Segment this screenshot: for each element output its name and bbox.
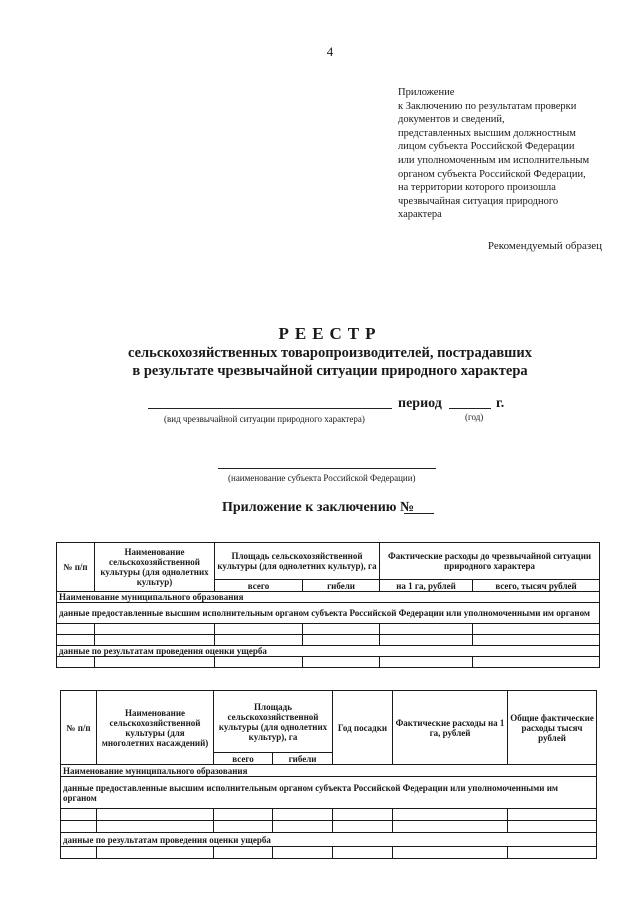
appendix-line: чрезвычайная ситуация природного	[398, 195, 559, 207]
registry-table-perennial	[60, 690, 597, 859]
table-row	[57, 657, 600, 668]
document-subtitle	[0, 344, 640, 380]
row-provided-data: данные предоставленные высшим исполнительным органом субъекта Российской Федерации или уполномоченными им органом	[57, 603, 600, 624]
col-header-area-lost: гибели	[303, 580, 380, 592]
subject-caption: (наименование субъекта Российской Федерации)	[228, 473, 416, 483]
recommended-sample-label: Рекомендуемый образец	[487, 240, 602, 252]
col-header-number: № п/п	[57, 543, 95, 592]
subtitle-line-1: сельскохозяйственных товаропроизводителей, пострадавших	[127, 345, 532, 361]
col-header-costs: Фактические расходы до чрезвычайной ситуации природного характера	[380, 543, 600, 580]
subtitle-line-2: в результате чрезвычайной ситуации природного характера	[132, 363, 528, 379]
col-header-costs-per-ha: на 1 га, рублей	[380, 580, 473, 592]
col-header-area: Площадь сельскохозяйственной культуры (для однолетних культур), га	[214, 691, 333, 753]
appendix-line: или уполномоченным им исполнительным	[398, 154, 590, 166]
col-header-planting-year: Год посадки	[333, 691, 393, 765]
col-header-number: № п/п	[61, 691, 97, 765]
registry-table-annual	[56, 542, 600, 668]
appendix-line: документов и сведений,	[398, 114, 505, 126]
appendix-to-conclusion: Приложение к заключению №	[222, 500, 415, 515]
col-header-total-costs: Общие фактические расходы тысяч рублей	[508, 691, 597, 765]
emergency-type-caption: (вид чрезвычайной ситуации природного характера)	[164, 414, 365, 424]
table-row	[57, 624, 600, 635]
appendix-line: характера	[398, 209, 442, 221]
appendix-line: к Заключению по результатам проверки	[398, 100, 577, 112]
row-municipal: Наименование муниципального образования	[57, 592, 600, 603]
period-label: период	[398, 396, 442, 411]
table-row	[61, 847, 597, 859]
table-row	[61, 809, 597, 821]
col-header-area-total: всего	[215, 580, 303, 592]
emergency-type-blank	[148, 408, 392, 409]
row-assessment-data: данные по результатам проведения оценки ущерба	[61, 833, 597, 847]
table-row	[57, 635, 600, 646]
row-municipal: Наименование муниципального образования	[61, 765, 597, 777]
row-assessment-data: данные по результатам проведения оценки ущерба	[57, 646, 600, 657]
year-blank	[449, 408, 491, 409]
col-header-area: Площадь сельскохозяйственной культуры (для однолетних культур), га	[215, 543, 380, 580]
col-header-costs-total: всего, тысяч рублей	[473, 580, 600, 592]
subject-blank	[218, 468, 436, 469]
col-header-costs-per-ha: Фактические расходы на 1 га, рублей	[393, 691, 508, 765]
col-header-area-lost: гибели	[273, 753, 333, 765]
col-header-area-total: всего	[214, 753, 273, 765]
appendix-line: представленных высшим должностным	[398, 127, 576, 139]
document-title: РЕЕСТР	[278, 324, 382, 343]
appendix-note	[398, 86, 618, 222]
col-header-crop: Наименование сельскохозяйственной культуры (для однолетних культур)	[95, 543, 215, 592]
row-provided-data: данные предоставленные высшим исполнительным органом субъекта Российской Федерации или уполномоченными им органом	[61, 777, 597, 809]
appendix-line: лицом субъекта Российской Федерации	[398, 141, 575, 153]
year-caption: (год)	[465, 412, 484, 422]
conclusion-number-blank	[404, 513, 434, 514]
page-number: 4	[326, 44, 334, 59]
col-header-crop: Наименование сельскохозяйственной культуры (для многолетних насаждений)	[97, 691, 214, 765]
appendix-line: органом субъекта Российской Федерации,	[398, 168, 586, 180]
appendix-line: на территории которого произошла	[398, 182, 556, 194]
appendix-line: Приложение	[398, 87, 455, 98]
table-row	[61, 821, 597, 833]
year-suffix: г.	[496, 396, 505, 411]
